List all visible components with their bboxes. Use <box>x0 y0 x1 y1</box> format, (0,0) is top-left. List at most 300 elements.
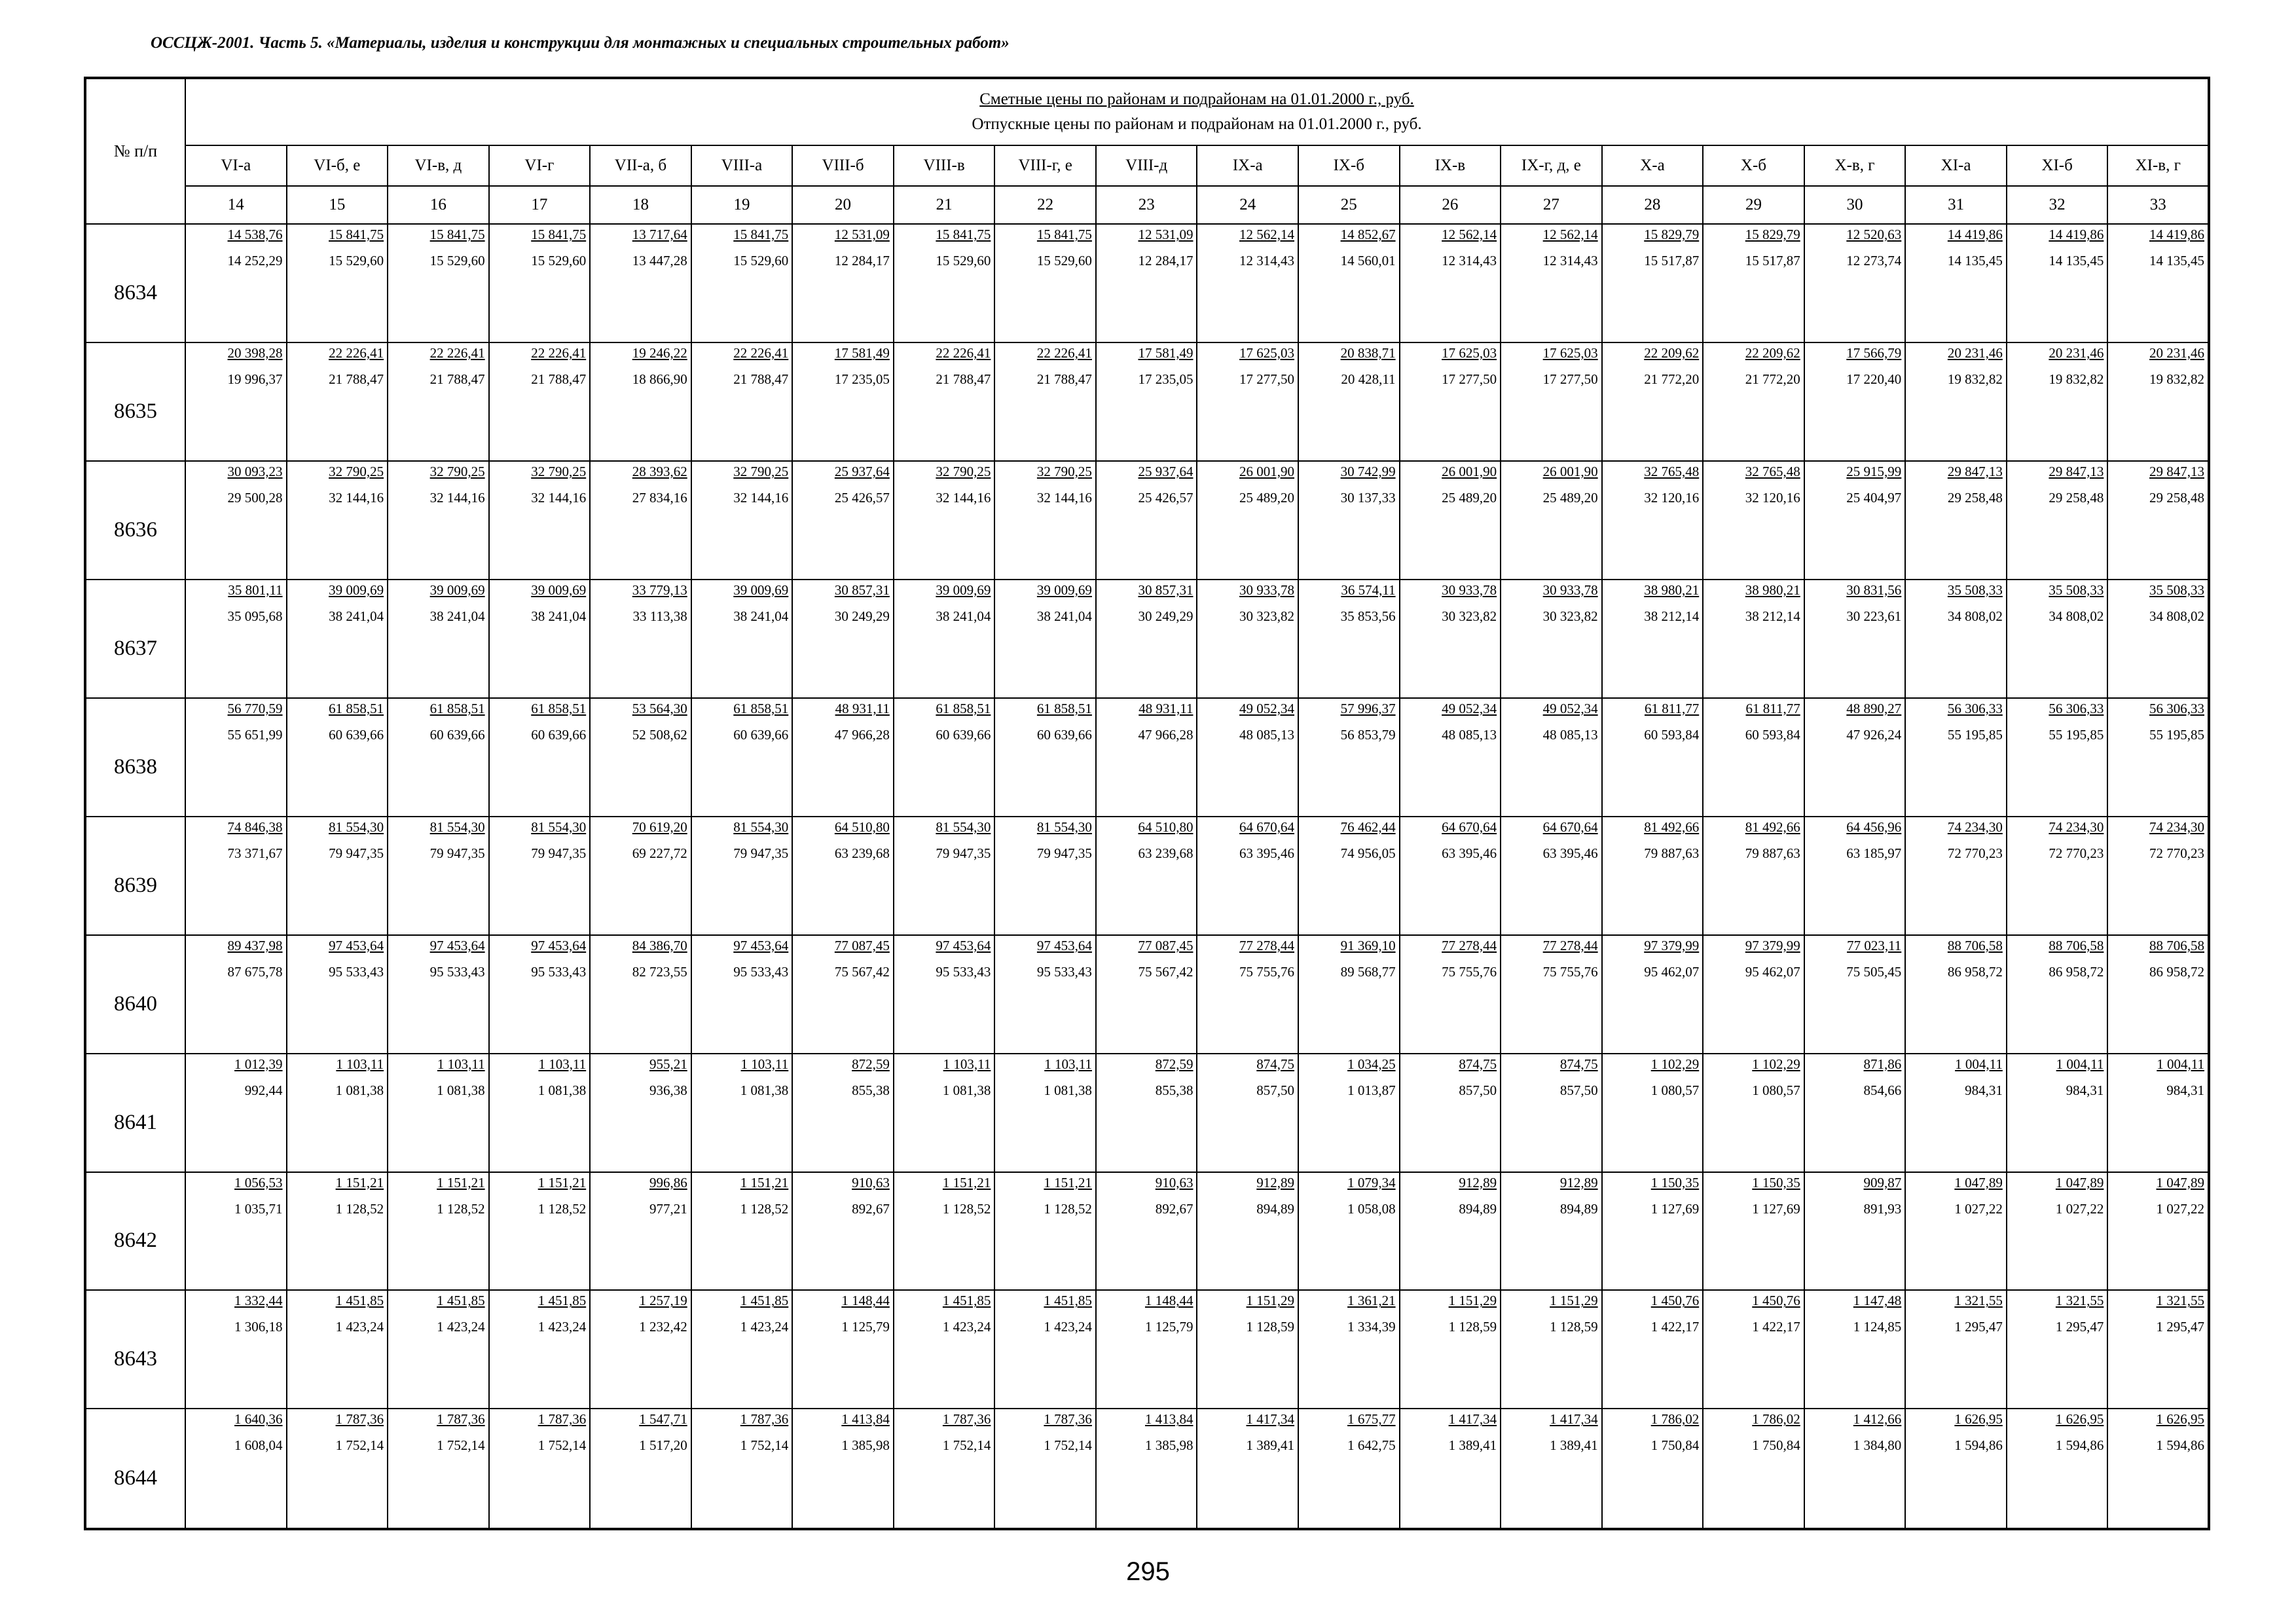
estimate-price: 1 626,95 <box>2055 1411 2104 1428</box>
price-cell <box>1602 1409 1704 1529</box>
estimate-price: 1 102,29 <box>1752 1056 1800 1072</box>
estimate-price: 29 847,13 <box>2049 463 2104 479</box>
release-price: 33 113,38 <box>632 608 687 624</box>
release-price: 25 489,20 <box>1239 489 1295 506</box>
price-cell <box>1197 461 1298 580</box>
price-cell <box>1197 1054 1298 1172</box>
estimate-price: 912,89 <box>1256 1174 1295 1190</box>
price-cell <box>1096 935 1197 1054</box>
release-price: 15 529,60 <box>733 253 789 268</box>
estimate-price: 77 023,11 <box>1847 937 1902 953</box>
price-cell <box>2007 935 2108 1054</box>
estimate-price: 81 554,30 <box>733 819 789 835</box>
release-price: 30 249,29 <box>834 608 890 624</box>
estimate-price: 17 581,49 <box>1138 344 1194 361</box>
release-price: 55 195,85 <box>2049 726 2104 743</box>
price-cell <box>1905 1172 2007 1291</box>
np-column-header: № п/п <box>85 78 185 224</box>
estimate-price: 1 151,21 <box>437 1174 485 1190</box>
price-cell <box>1804 817 1906 935</box>
page-number: 295 <box>1126 1557 1170 1586</box>
estimate-price: 1 675,77 <box>1347 1411 1396 1428</box>
release-price: 1 423,24 <box>437 1319 485 1335</box>
price-cell <box>1400 224 1501 342</box>
release-price: 48 085,13 <box>1239 726 1295 743</box>
estimate-price: 22 226,41 <box>429 344 485 361</box>
estimate-price: 56 770,59 <box>227 700 283 716</box>
release-price: 1 127,69 <box>1752 1200 1800 1217</box>
release-price: 20 428,11 <box>1341 371 1396 387</box>
estimate-price: 1 413,84 <box>1144 1411 1194 1428</box>
table-caption <box>185 78 2209 145</box>
release-price: 95 533,43 <box>733 963 789 980</box>
district-header: IX-а <box>1197 145 1298 186</box>
price-cell <box>1096 1054 1197 1172</box>
estimate-price: 39 009,69 <box>733 581 789 598</box>
estimate-price: 61 858,51 <box>1036 700 1092 716</box>
price-cell <box>185 817 287 935</box>
price-cell <box>1400 698 1501 817</box>
estimate-price: 30 933,78 <box>1542 581 1598 598</box>
estimate-price: 74 234,30 <box>2149 819 2204 835</box>
estimate-price: 32 790,25 <box>936 463 991 479</box>
estimate-price: 64 456,96 <box>1846 819 1902 835</box>
release-price: 75 567,42 <box>834 963 890 980</box>
district-header: VIII-а <box>691 145 793 186</box>
district-header: X-б <box>1703 145 1804 186</box>
release-price: 21 772,20 <box>1745 371 1800 387</box>
estimate-price: 1 417,34 <box>1448 1411 1497 1428</box>
release-price: 1 384,80 <box>1853 1437 1902 1454</box>
estimate-price: 26 001,90 <box>1542 463 1598 479</box>
estimate-price: 77 087,45 <box>834 937 890 953</box>
estimate-price: 22 209,62 <box>1745 344 1800 361</box>
estimate-price: 909,87 <box>1863 1174 1902 1190</box>
price-cell <box>1703 1290 1804 1409</box>
release-price: 47 966,28 <box>1138 726 1194 743</box>
estimate-price: 33 779,13 <box>632 581 687 598</box>
estimate-price: 30 093,23 <box>227 463 283 479</box>
estimate-price: 53 564,30 <box>632 700 687 716</box>
price-cell <box>994 224 1096 342</box>
release-price: 1 295,47 <box>2055 1319 2104 1335</box>
release-price: 21 788,47 <box>531 371 587 387</box>
price-cell <box>691 1409 793 1529</box>
district-header-row <box>85 145 2209 186</box>
release-price: 35 095,68 <box>227 608 283 624</box>
estimate-price: 81 554,30 <box>1036 819 1092 835</box>
estimate-price: 15 841,75 <box>936 227 991 242</box>
release-price: 95 533,43 <box>1036 963 1092 980</box>
price-cell <box>489 580 591 698</box>
estimate-price: 39 009,69 <box>1036 581 1092 598</box>
release-price: 60 639,66 <box>329 726 384 743</box>
release-price: 47 966,28 <box>834 726 890 743</box>
release-price: 32 144,16 <box>1036 489 1092 506</box>
estimate-price: 26 001,90 <box>1442 463 1497 479</box>
release-price: 75 755,76 <box>1442 963 1497 980</box>
estimate-price: 77 087,45 <box>1138 937 1194 953</box>
column-number: 33 <box>2107 186 2209 224</box>
estimate-price: 1 012,39 <box>234 1056 283 1072</box>
table-row <box>85 698 2209 817</box>
release-price: 86 958,72 <box>2149 963 2204 980</box>
price-cell <box>185 461 287 580</box>
price-cell <box>1804 935 1906 1054</box>
estimate-price: 1 626,95 <box>1954 1411 2003 1428</box>
estimate-price: 1 004,11 <box>2056 1056 2104 1072</box>
estimate-price: 88 706,58 <box>2049 937 2104 953</box>
release-price: 72 770,23 <box>1947 845 2003 861</box>
estimate-price: 15 841,75 <box>329 227 384 242</box>
estimate-price: 1 151,29 <box>1246 1293 1295 1309</box>
release-price: 1 081,38 <box>538 1082 587 1098</box>
row-number: 8638 <box>85 698 185 817</box>
district-header: XI-б <box>2007 145 2108 186</box>
release-price: 56 853,79 <box>1340 726 1396 743</box>
estimate-price: 48 931,11 <box>1139 700 1194 716</box>
estimate-price: 874,75 <box>1459 1056 1497 1072</box>
district-header: IX-г, д, е <box>1501 145 1602 186</box>
price-cell <box>1602 935 1704 1054</box>
price-cell <box>1501 1172 1602 1291</box>
price-cell <box>1501 1054 1602 1172</box>
release-price: 15 529,60 <box>329 253 384 268</box>
release-price: 936,38 <box>649 1082 687 1098</box>
price-cell <box>691 1172 793 1291</box>
estimate-price: 12 531,09 <box>834 227 890 242</box>
caption-estimate: Сметные цены по районам и подрайонам на 01.01.2000 г., руб. <box>979 90 1414 108</box>
column-number: 16 <box>388 186 489 224</box>
estimate-price: 22 226,41 <box>531 344 587 361</box>
price-cell <box>388 461 489 580</box>
price-cell <box>1804 342 1906 461</box>
price-cell <box>185 224 287 342</box>
estimate-price: 32 790,25 <box>329 463 384 479</box>
price-cell <box>1197 580 1298 698</box>
release-price: 1 385,98 <box>1144 1437 1194 1454</box>
estimate-price: 61 858,51 <box>936 700 991 716</box>
release-price: 87 675,78 <box>227 963 283 980</box>
price-cell <box>1096 1290 1197 1409</box>
estimate-price: 1 417,34 <box>1550 1411 1598 1428</box>
price-cell <box>287 817 388 935</box>
table-head <box>85 78 2209 224</box>
price-cell <box>287 1054 388 1172</box>
district-header: VI-г <box>489 145 591 186</box>
estimate-price: 88 706,58 <box>2149 937 2204 953</box>
estimate-price: 15 829,79 <box>1745 227 1800 242</box>
release-price: 1 125,79 <box>841 1319 890 1335</box>
estimate-price: 64 670,64 <box>1542 819 1598 835</box>
release-price: 1 128,52 <box>538 1200 587 1217</box>
price-cell <box>1298 1409 1400 1529</box>
price-cell <box>1804 698 1906 817</box>
column-number: 30 <box>1804 186 1906 224</box>
release-price: 1 081,38 <box>740 1082 789 1098</box>
release-price: 854,66 <box>1863 1082 1902 1098</box>
release-price: 17 277,50 <box>1442 371 1497 387</box>
price-cell <box>1602 698 1704 817</box>
estimate-price: 12 531,09 <box>1138 227 1194 242</box>
price-cell <box>2007 224 2108 342</box>
release-price: 15 529,60 <box>936 253 991 268</box>
price-cell <box>1703 580 1804 698</box>
column-number: 18 <box>590 186 691 224</box>
release-price: 75 755,76 <box>1239 963 1295 980</box>
release-price: 95 533,43 <box>531 963 587 980</box>
estimate-price: 871,86 <box>1863 1056 1902 1072</box>
price-cell <box>2007 580 2108 698</box>
release-price: 72 770,23 <box>2049 845 2104 861</box>
estimate-price: 64 510,80 <box>834 819 890 835</box>
release-price: 855,38 <box>852 1082 890 1098</box>
release-price: 1 013,87 <box>1347 1082 1396 1098</box>
price-cell <box>691 698 793 817</box>
price-cell <box>894 580 995 698</box>
price-cell <box>1298 817 1400 935</box>
release-price: 48 085,13 <box>1542 726 1598 743</box>
release-price: 1 594,86 <box>1954 1437 2003 1454</box>
estimate-price: 32 765,48 <box>1644 463 1700 479</box>
release-price: 984,31 <box>2066 1082 2104 1098</box>
price-cell <box>1501 817 1602 935</box>
release-price: 1 128,52 <box>1044 1200 1092 1217</box>
price-cell <box>489 1054 591 1172</box>
estimate-price: 32 765,48 <box>1745 463 1800 479</box>
price-cell <box>1703 461 1804 580</box>
column-number: 32 <box>2007 186 2108 224</box>
release-price: 52 508,62 <box>632 726 687 743</box>
estimate-price: 12 562,14 <box>1442 227 1497 242</box>
price-cell <box>590 461 691 580</box>
price-cell <box>489 461 591 580</box>
price-cell <box>590 224 691 342</box>
price-cell <box>388 698 489 817</box>
price-cell <box>1197 342 1298 461</box>
estimate-price: 1 787,36 <box>538 1411 587 1428</box>
estimate-price: 1 079,34 <box>1347 1174 1396 1190</box>
release-price: 1 295,47 <box>1954 1319 2003 1335</box>
price-cell <box>287 1172 388 1291</box>
estimate-price: 35 508,33 <box>2049 581 2104 598</box>
price-cell <box>1298 1054 1400 1172</box>
estimate-price: 1 148,44 <box>1144 1293 1194 1309</box>
price-cell <box>1602 1054 1704 1172</box>
release-price: 89 568,77 <box>1340 963 1396 980</box>
price-cell <box>1905 935 2007 1054</box>
price-cell <box>1096 1409 1197 1529</box>
price-cell <box>489 1409 591 1529</box>
price-cell <box>2107 580 2209 698</box>
estimate-price: 14 419,86 <box>2049 227 2104 242</box>
estimate-price: 1 451,85 <box>335 1293 384 1309</box>
estimate-price: 996,86 <box>649 1174 687 1190</box>
price-cell <box>1400 935 1501 1054</box>
price-cell <box>1197 1290 1298 1409</box>
release-price: 14 135,45 <box>1947 253 2003 268</box>
price-cell <box>792 698 894 817</box>
estimate-price: 20 231,46 <box>1947 344 2003 361</box>
release-price: 15 529,60 <box>1036 253 1092 268</box>
price-cell <box>792 1409 894 1529</box>
estimate-price: 1 151,29 <box>1448 1293 1497 1309</box>
release-price: 1 127,69 <box>1650 1200 1700 1217</box>
district-header: XI-в, г <box>2107 145 2209 186</box>
estimate-price: 97 453,64 <box>429 937 485 953</box>
release-price: 891,93 <box>1863 1200 1902 1217</box>
release-price: 60 639,66 <box>936 726 991 743</box>
release-price: 894,89 <box>1559 1200 1598 1217</box>
price-cell <box>894 935 995 1054</box>
price-cell <box>185 698 287 817</box>
estimate-price: 30 933,78 <box>1239 581 1295 598</box>
price-cell <box>691 461 793 580</box>
price-cell <box>1197 1409 1298 1529</box>
release-price: 55 195,85 <box>1947 726 2003 743</box>
price-cell <box>994 1172 1096 1291</box>
release-price: 17 220,40 <box>1846 371 1902 387</box>
price-cell <box>691 342 793 461</box>
table-row <box>85 580 2209 698</box>
price-cell <box>1602 580 1704 698</box>
price-cell <box>489 1172 591 1291</box>
release-price: 1 058,08 <box>1347 1200 1396 1217</box>
release-price: 86 958,72 <box>1947 963 2003 980</box>
price-cell <box>590 698 691 817</box>
price-cell <box>489 342 591 461</box>
release-price: 1 128,59 <box>1246 1319 1295 1335</box>
release-price: 15 517,87 <box>1745 253 1800 268</box>
release-price: 1 594,86 <box>2156 1437 2204 1454</box>
estimate-price: 61 858,51 <box>531 700 587 716</box>
estimate-price: 1 103,11 <box>437 1056 485 1072</box>
release-price: 1 125,79 <box>1144 1319 1194 1335</box>
release-price: 1 423,24 <box>740 1319 789 1335</box>
price-cell <box>2007 1290 2108 1409</box>
price-cell <box>792 1172 894 1291</box>
release-price: 14 252,29 <box>227 253 283 268</box>
release-price: 19 832,82 <box>2149 371 2204 387</box>
release-price: 1 389,41 <box>1550 1437 1598 1454</box>
column-number: 15 <box>287 186 388 224</box>
release-price: 21 788,47 <box>936 371 991 387</box>
column-number: 22 <box>994 186 1096 224</box>
column-number: 26 <box>1400 186 1501 224</box>
estimate-price: 1 047,89 <box>2156 1174 2204 1190</box>
estimate-price: 1 034,25 <box>1347 1056 1396 1072</box>
estimate-price: 1 547,71 <box>639 1411 687 1428</box>
release-price: 1 128,59 <box>1448 1319 1497 1335</box>
district-header: X-в, г <box>1804 145 1906 186</box>
estimate-price: 61 858,51 <box>733 700 789 716</box>
release-price: 18 866,90 <box>632 371 687 387</box>
price-cell <box>1905 1290 2007 1409</box>
release-price: 14 135,45 <box>2149 253 2204 268</box>
release-price: 12 314,43 <box>1239 253 1295 268</box>
price-cell <box>1096 698 1197 817</box>
estimate-price: 1 786,02 <box>1752 1411 1800 1428</box>
estimate-price: 872,59 <box>852 1056 890 1072</box>
price-cell <box>1197 698 1298 817</box>
price-cell <box>388 342 489 461</box>
estimate-price: 30 857,31 <box>834 581 890 598</box>
price-cell <box>1602 817 1704 935</box>
release-price: 1 517,20 <box>639 1437 687 1454</box>
release-price: 1 081,38 <box>942 1082 991 1098</box>
estimate-price: 1 004,11 <box>2157 1056 2204 1072</box>
release-price: 79 947,35 <box>1036 845 1092 861</box>
estimate-price: 30 857,31 <box>1138 581 1194 598</box>
release-price: 17 235,05 <box>1138 371 1194 387</box>
price-cell <box>1804 1054 1906 1172</box>
estimate-price: 14 538,76 <box>227 227 283 242</box>
column-number: 20 <box>792 186 894 224</box>
release-price: 60 593,84 <box>1644 726 1700 743</box>
estimate-price: 81 554,30 <box>936 819 991 835</box>
price-cell <box>2107 1290 2209 1409</box>
price-cell <box>994 1409 1096 1529</box>
release-price: 30 323,82 <box>1239 608 1295 624</box>
price-cell <box>590 1290 691 1409</box>
release-price: 1 027,22 <box>1954 1200 2003 1217</box>
price-cell <box>894 461 995 580</box>
price-cell <box>388 1290 489 1409</box>
estimate-price: 12 562,14 <box>1239 227 1295 242</box>
release-price: 17 277,50 <box>1542 371 1598 387</box>
estimate-price: 56 306,33 <box>2149 700 2204 716</box>
release-price: 14 135,45 <box>2049 253 2104 268</box>
price-cell <box>1197 817 1298 935</box>
price-cell <box>691 224 793 342</box>
price-cell <box>2107 342 2209 461</box>
caption-row <box>85 78 2209 145</box>
price-cell <box>1804 224 1906 342</box>
price-cell <box>1298 461 1400 580</box>
release-price: 1 752,14 <box>335 1437 384 1454</box>
release-price: 1 027,22 <box>2156 1200 2204 1217</box>
estimate-price: 61 858,51 <box>329 700 384 716</box>
release-price: 15 517,87 <box>1644 253 1700 268</box>
release-price: 60 639,66 <box>1036 726 1092 743</box>
column-number: 14 <box>185 186 287 224</box>
estimate-price: 39 009,69 <box>531 581 587 598</box>
price-cell <box>1703 698 1804 817</box>
release-price: 30 223,61 <box>1846 608 1902 624</box>
estimate-price: 1 151,21 <box>335 1174 384 1190</box>
estimate-price: 1 787,36 <box>942 1411 991 1428</box>
release-price: 894,89 <box>1256 1200 1295 1217</box>
estimate-price: 1 451,85 <box>942 1293 991 1309</box>
price-cell <box>1905 580 2007 698</box>
price-cell <box>2107 935 2209 1054</box>
estimate-price: 1 450,76 <box>1650 1293 1700 1309</box>
estimate-price: 64 670,64 <box>1442 819 1497 835</box>
release-price: 857,50 <box>1559 1082 1598 1098</box>
price-cell <box>1096 817 1197 935</box>
row-number: 8634 <box>85 224 185 342</box>
price-cell <box>489 817 591 935</box>
release-price: 1 081,38 <box>1044 1082 1092 1098</box>
estimate-price: 38 980,21 <box>1745 581 1800 598</box>
district-header: VIII-г, е <box>994 145 1096 186</box>
price-cell <box>1804 461 1906 580</box>
release-price: 30 249,29 <box>1138 608 1194 624</box>
district-header: IX-в <box>1400 145 1501 186</box>
district-header: X-а <box>1602 145 1704 186</box>
price-cell <box>489 935 591 1054</box>
estimate-price: 1 451,85 <box>437 1293 485 1309</box>
